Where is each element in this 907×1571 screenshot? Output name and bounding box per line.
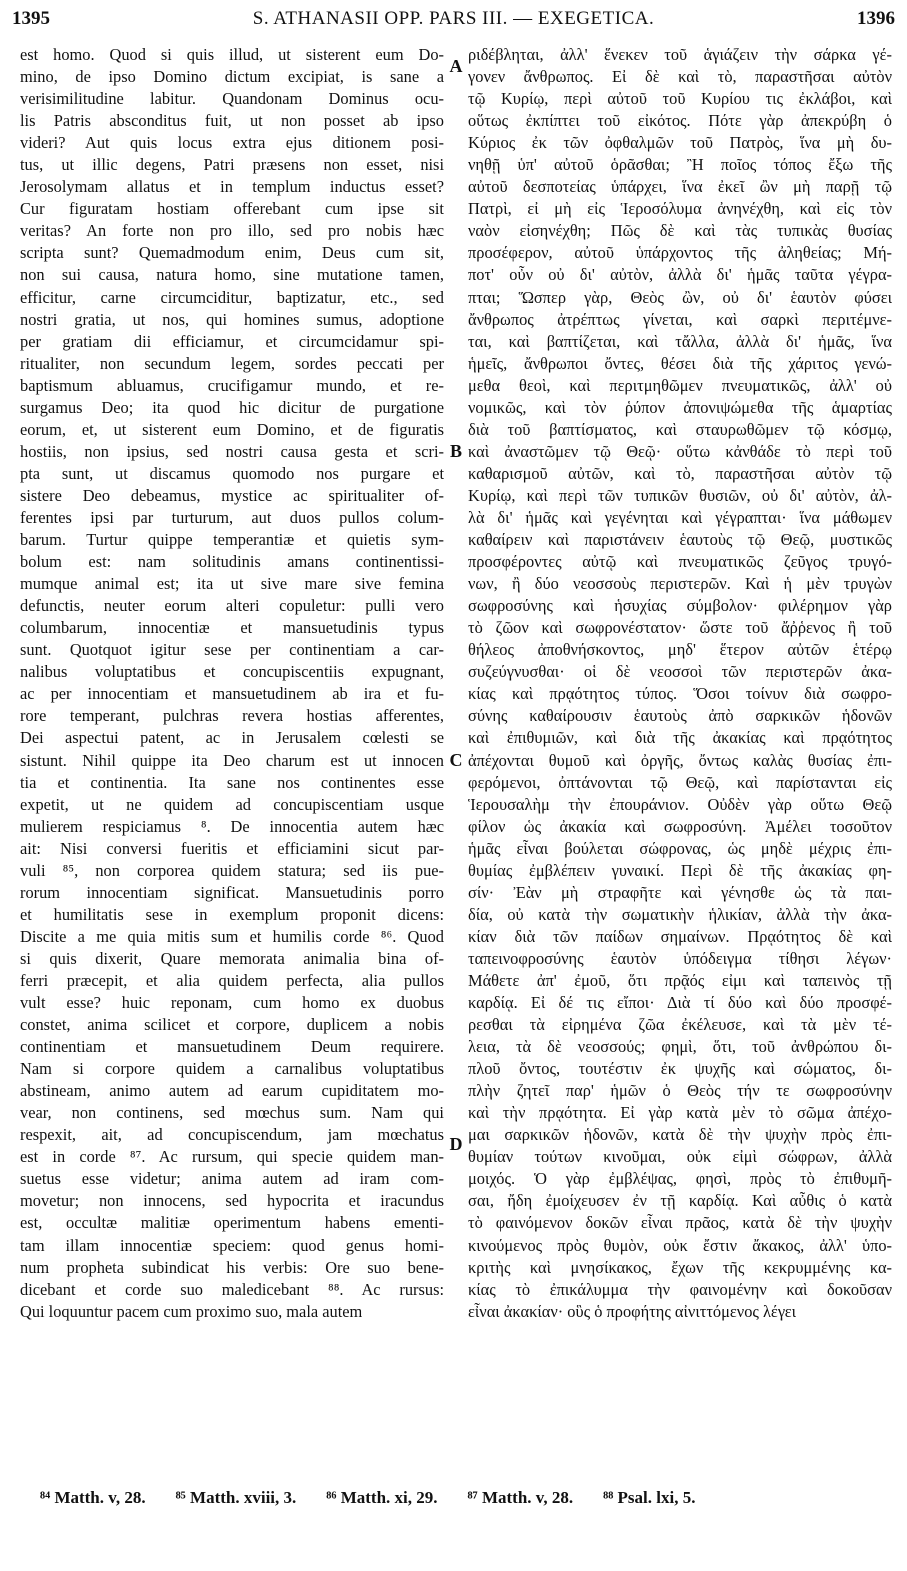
latin-text-line: mulierem respiciamus ⁸. De innocentia autem hæc xyxy=(20,816,444,836)
greek-text-line: δία, οὐ κατὰ τὴν σωματικὴν ἡλικίαν, ἀλλὰ τὴν ἀκα- xyxy=(468,904,892,924)
latin-text-line: ferri præcepit, et alia quidem perfecta, alia pullos xyxy=(20,970,444,990)
latin-text-line: vuli ⁸⁵, non corporea quidem statura; sed iis pue- xyxy=(20,860,444,880)
latin-text-line: respexit, ait, ad concupiscendum, jam mœchatus xyxy=(20,1125,444,1145)
greek-text-line: ἄνθρωπος ἀτρέπτως γίνεται, καὶ σαρκὶ περιτέμνε- xyxy=(468,309,892,329)
running-title: S. ATHANASII OPP. PARS III. — EXEGETICA. xyxy=(252,8,655,29)
greek-text-line: ρεσθαι τὰ εἰρημένα ζῶα ἐκέλευσε, καὶ τὰ μὲν τέ- xyxy=(468,1015,892,1035)
greek-text-line: Μάθετε ἀπ' ἐμοῦ, ὅτι πρᾷός εἰμι καὶ ταπεινὸς τῇ xyxy=(468,970,892,990)
greek-text-line: σαι, ἤδη ἐμοίχευσεν ἐν τῇ καρδίᾳ. Καὶ αὖθις ὁ κατὰ xyxy=(468,1191,892,1211)
greek-text-line: πται; Ὥσπερ γὰρ, Θεὸς ὢν, οὐ δι' ἑαυτὸν φύσει xyxy=(468,287,892,307)
greek-text-line: Πατρὶ, εἰ μὴ εἰς Ἱεροσόλυμα ἀνηνέχθη, καὶ εἰς τὸν xyxy=(468,199,892,219)
latin-text-line: nostri gratia, ut nos, qui homines sumus, adoptione xyxy=(20,309,444,329)
greek-text-line: εἶναι ἀκακίαν· οὓς ὁ προφήτης αἰνιττόμενος λέγει xyxy=(468,1301,797,1321)
margin-marker-b: B xyxy=(449,441,462,461)
latin-text-line: per gratiam dii efficiamur, et circumcidamur spi- xyxy=(20,331,444,351)
footnote: ⁸⁷ Matth. v, 28. xyxy=(467,1488,574,1507)
margin-marker-a: A xyxy=(449,56,463,76)
greek-text-line: πλὴν ζητεῖ παρ' ἡμῶν ὁ Θεὸς τήν τε σωφροσύνην xyxy=(468,1081,892,1101)
latin-text-line: Cur figuratam hostiam offerebant cum ipse sit xyxy=(20,199,444,219)
footnote: ⁸⁵ Matth. xviii, 3. xyxy=(175,1488,297,1507)
greek-text-line: διὰ τοῦ βαπτίσματος, καὶ σταυρωθῶμεν τῷ κόσμῳ, xyxy=(468,419,892,439)
greek-text-line: Ἱερουσαλὴμ τὴν ἐπουράνιον. Οὐδὲν γὰρ οὕτω Θεῷ xyxy=(468,794,892,814)
latin-text-line: Dei aspectui patent, ac in Jerusalem cœlesti se xyxy=(20,728,444,748)
greek-text-line: καθαρισμοῦ αὐτῶν, καὶ τὸ, παραστῆσαι αὐτὸν τῷ xyxy=(468,463,892,483)
greek-text-line: καὶ ἐπιθυμιῶν, καὶ διὰ τῆς ἀκακίας καὶ πρᾳότητος xyxy=(468,728,892,748)
margin-marker-d: D xyxy=(449,1134,463,1154)
margin-marker-c: C xyxy=(449,750,463,770)
greek-text-line: μαι σαρκικῶν ἡδονῶν, κατὰ δὲ τὴν ψυχὴν πρὸς ἐπι- xyxy=(468,1125,892,1145)
greek-text-line: κίαν διὰ τῶν παίδων σημαίνων. Πρᾳότητος δὲ καὶ xyxy=(468,926,892,946)
greek-text-line: ριδέβληται, ἀλλ' ἕνεκεν τοῦ ἁγιάζειν τὴν σάρκα γέ- xyxy=(468,45,892,64)
greek-text-line: ἡμεῖς, ἄνθρωποι ὄντες, θέσει διὰ τῆς χάριτος γενώ- xyxy=(468,353,892,373)
latin-text-line: barum. Turtur quippe temperantiæ et quietis sym- xyxy=(20,530,444,550)
latin-text-line: veritas? An forte non pro illo, sed pro nobis hæc xyxy=(20,221,444,241)
latin-text-line: Nam si corpore quidem a carnalibus voluptatibus xyxy=(20,1059,444,1079)
latin-text-line: mumque animal est; ita ut sive mare sive femina xyxy=(20,574,444,594)
latin-text-line: rorum innocentiam significat. Mansuetudinis porro xyxy=(20,882,444,902)
greek-text-line: θυμίαν τούτων κινοῦμαι, οὐκ εἰμὶ σώφρων, ἀλλὰ xyxy=(468,1147,892,1167)
greek-text-line: ἡμᾶς εἶναι βούλεται σώφρονας, ὡς μηδὲ μέχρις ἐπι- xyxy=(468,838,892,858)
latin-text-line: Jerosolymam allatus et in templum inductus esset? xyxy=(20,177,444,197)
latin-text-line: continentiam et mansuetudinem Deum requirere. xyxy=(20,1037,444,1057)
latin-text-line: ferentes ipsi par turturum, aut duos pullos colum- xyxy=(20,507,444,527)
greek-text-line: σίν· Ἐὰν μὴ στραφῆτε καὶ γένησθε ὡς τὰ παι- xyxy=(468,882,892,902)
latin-text-line: ac per innocentiam et mansuetudinem ab ira et fu- xyxy=(20,684,444,704)
greek-text-line: συζεύγνυσθαι· οἱ δὲ νεοσσοὶ τῶν περιστερῶν ἀκα- xyxy=(468,662,892,682)
latin-text-line: defunctis, neuter eorum alteri copuletur: pulli vero xyxy=(20,596,444,616)
latin-text-line: eorum, et, ut sisterent eum Domino, et de figuratis xyxy=(20,419,444,439)
latin-text-line: suetus esse videtur; anima autem ad iram com- xyxy=(20,1169,444,1189)
greek-text-line: σύνης καθαίρουσιν ἑαυτοὺς ἀπὸ σαρκικῶν ἡδονῶν xyxy=(468,706,892,726)
greek-text-line: μοιχός. Ὁ γὰρ ἐμβλέψας, φησὶ, πρὸς τὸ ἐπιθυμῆ- xyxy=(468,1169,892,1189)
latin-text-line: vear, non continens, sed mœchus sum. Nam qui xyxy=(20,1103,444,1123)
latin-text-line: sistunt. Nihil quippe ita Deo charum est ut innocen xyxy=(20,750,444,770)
latin-text-line: surgamus Deo; ita quod hic dicitur de purgatione xyxy=(20,397,444,417)
latin-text-line: ait: Nisi conversi fueritis et efficiamini sicut par- xyxy=(20,838,444,858)
greek-text-line: φερόμενοι, ὀπτάνονται τῷ Θεῷ, καὶ παρίστανται εἰς xyxy=(468,772,892,792)
latin-text-line: movetur; non innocens, sed hypocrita et iracundus xyxy=(20,1191,444,1211)
greek-text-line: καὶ ἀναστῶμεν τῷ Θεῷ· οὕτω κἀνθάδε τὸ περὶ τοῦ xyxy=(468,441,892,461)
latin-text-line: mino, de ipso Domino dictum excipiat, is sane a xyxy=(20,67,444,87)
latin-text-line: dicebant et corde suo maledicebant ⁸⁸. Ac rursus: xyxy=(20,1279,444,1299)
greek-text-line: καὶ τὴν πρᾳότητα. Εἰ γὰρ κατὰ μὲν τὸ σῶμα ἀπέχο- xyxy=(468,1103,892,1123)
latin-text-line: vult esse? huic reponam, cum homo ex duobus xyxy=(20,993,444,1013)
greek-text-line: κίας καὶ πρᾳότητος τύπος. Ὅσοι τοίνυν διὰ σωφρο- xyxy=(468,684,892,704)
latin-text-line: nalibus voluptatibus et concupiscentiis expugnant, xyxy=(20,662,444,682)
greek-text-line: τὸ ζῶον καὶ σωφρονέστατον· ὥστε τοῦ ἄῤῥενος ἢ τοῦ xyxy=(468,618,892,638)
greek-text-line: θυμίας ἐμβλέπειν γυναικί. Περὶ δὲ τῆς ἀκακίας φη- xyxy=(468,860,892,880)
latin-text-line: scripta sunt? Quemadmodum enim, Deus cum sit, xyxy=(20,243,444,263)
greek-text-line: τῷ Κυρίῳ, περὶ αὐτοῦ τοῦ Κυρίου τις ἐκλάβοι, καὶ xyxy=(468,89,892,109)
page-header xyxy=(12,8,895,38)
greek-text-line: Κύριος ἐκ τῶν ὀφθαλμῶν τοῦ Πατρὸς, ἵνα μὴ δυ- xyxy=(468,133,892,153)
latin-text-line: ritualiter, non secundum legem, sordes peccati per xyxy=(20,353,444,373)
greek-text-line: κινούμενος πρὸς θυμὸν, οὐκ ἔστιν ἄκακος, ἀλλ' ὑπο- xyxy=(468,1235,892,1255)
latin-text-line: sistere Deo debeamus, mystice ac spiritualiter of- xyxy=(20,485,444,505)
greek-text-line: ναὸν εἰσηνέχθη; Πῶς δὲ καὶ τὰς τυπικὰς θυσίας xyxy=(468,221,892,241)
greek-text-line: καρδίᾳ. Εἰ δέ τις εἴποι· Διὰ τί δύο καὶ δύο προσφέ- xyxy=(468,993,892,1013)
greek-text-line: Κυρίῳ, καὶ περὶ τῶν τυπικῶν θυσιῶν, οὐ δι' αὐτὸν, ἀλ- xyxy=(468,485,892,505)
greek-text-line: σωφροσύνης καὶ ἡσυχίας σύμβολον· φιλέρημον γὰρ xyxy=(468,596,892,616)
greek-text-line: αὐτοῦ δεσποτείας ὑπάρχει, ἵνα ἐκεῖ ὢν μὴ παρῇ τῷ xyxy=(468,177,892,197)
greek-text-line: νηθῇ ὑπ' αὐτοῦ ὁρᾶσθαι; Ἢ ποῖος τόπος ἔξω τῆς xyxy=(468,155,892,175)
latin-text-line: rore temperant, pulchras revera hostias afferentes, xyxy=(20,706,444,726)
footnote: ⁸⁶ Matth. xi, 29. xyxy=(326,1488,438,1507)
greek-text-line: ποτ' οὖν οὐ δι' αὐτὸν, ἀλλὰ δι' ἡμᾶς ταῦτα γέγρα- xyxy=(468,265,892,285)
greek-text-line: λὰ δι' ἡμᾶς καὶ γεγένηται καὶ γέγραπται· ἵνα μάθωμεν xyxy=(468,507,892,527)
latin-text-line: videri? Aut quis locus extra ejus ditionem posi- xyxy=(20,133,444,153)
greek-text-line: λεια, τὰ δὲ νεοσσούς; φημὶ, ὅτι, τοῦ ἀνθρώπου δι- xyxy=(468,1037,892,1057)
greek-column xyxy=(468,44,892,1323)
footnotes xyxy=(40,1488,895,1508)
greek-text-line: θήλεος ἀποθνήσκοντος, μηδ' ἕτερον αὐτῶν ἑτέρῳ xyxy=(468,640,892,660)
greek-text-line: νομικῶς, καὶ τὸν ῥύπον ἀπονιψώμεθα τῆς ἁμαρτίας xyxy=(468,397,892,417)
latin-text-line: pta sunt, ut discamus quomodo nos purgare et xyxy=(20,463,444,483)
greek-text-line: οὕτως ἐκπίπτει τοῦ εἰκότος. Πότε γὰρ ἀπεκρύβη ὁ xyxy=(468,111,892,131)
latin-text-line: est in corde ⁸⁷. Ac rursum, qui specie quidem man- xyxy=(20,1147,444,1167)
greek-text-line: προσφέροντες αὐτῷ καὶ πνευματικῶς ζεῦγος τρυγό- xyxy=(468,552,892,572)
greek-text-line: καθαίρειν καὶ παριστάνειν ἑαυτοὺς τῷ Θεῷ, μυστικῶς xyxy=(468,530,892,550)
latin-text-line: abstineam, animo autem ad earum cupiditatem mo- xyxy=(20,1081,444,1101)
latin-text-line: efficitur, carne circumciditur, baptizatur, etc., sed xyxy=(20,287,444,307)
greek-text-line: κίας τὸ ἐπικάλυμμα τὴν φαινομένην καὶ δοκοῦσαν xyxy=(468,1279,892,1299)
latin-text-line: baptismum abluamus, crucifigamur mundo, et re- xyxy=(20,375,444,395)
greek-text-line: νων, ἢ δύο νεοσσοὺς περιστερῶν. Καὶ ἡ μὲν τρυγὼν xyxy=(468,574,892,594)
latin-text-line: verisimilitudine labitur. Quandonam Dominus ocu- xyxy=(20,89,444,109)
latin-column xyxy=(20,44,444,1323)
latin-text-line: columbarum, innocentiæ et mansuetudinis typus xyxy=(20,618,444,638)
latin-text-line: est, occultæ malitiæ operimentum habens ementi- xyxy=(20,1213,444,1233)
latin-text-line: expetit, ut ne quidem ad concupiscentiam usque xyxy=(20,794,444,814)
greek-text-line: ταπεινοφροσύνης ἑαυτὸν ὑπόδειγμα τίθησι λέγων· xyxy=(468,948,892,968)
latin-text-line: Discite a me quia mitis sum et humilis corde ⁸⁶. Quod xyxy=(20,926,444,946)
latin-text-line: num propheta subindicat his verbis: Ore suo bene- xyxy=(20,1257,444,1277)
footnote: ⁸⁸ Psal. lxi, 5. xyxy=(603,1488,696,1507)
latin-text-line: sunt. Quotquot igitur sese per continentiam a car- xyxy=(20,640,444,660)
latin-text-line: non sui causa, natura homo, sine mutatione tamen, xyxy=(20,265,444,285)
latin-text-line: tus, ut illic degens, Patri præsens non esset, nisi xyxy=(20,155,444,175)
latin-text-line: et humilitatis sese in exemplum proponit dicens: xyxy=(20,904,444,924)
latin-text-line: tia et continentia. Ita sane nos continentes esse xyxy=(20,772,444,792)
greek-text-line: ται, καὶ βαπτίζεται, καὶ τἄλλα, ἀλλὰ δι' ἡμᾶς, ἵνα xyxy=(468,331,892,351)
page-number-right: 1396 xyxy=(857,8,895,29)
greek-text-line: φίλον ὡς ἀκακία καὶ σωφροσύνη. Ἀμέλει τοσοῦτον xyxy=(468,816,892,836)
latin-text-line: constet, anima scilicet et corpore, duplicem a nobis xyxy=(20,1015,444,1035)
footnote: ⁸⁴ Matth. v, 28. xyxy=(40,1488,146,1507)
latin-text-line: tam illam innocentiæ speciem: quod genus homi- xyxy=(20,1235,444,1255)
greek-text-line: γονεν ἄνθρωπος. Εἰ δὲ καὶ τὸ, παραστῆσαι αὐτὸν xyxy=(468,67,892,87)
latin-text-line: si quis dixerit, Quare memorata animalia bina of- xyxy=(20,948,444,968)
latin-text-line: bolum est: nam solitudinis amans continentissi- xyxy=(20,552,444,572)
greek-text-line: μεθα θεοὶ, καὶ περιτμηθῶμεν πνευματικῶς, ἀλλ' οὐ xyxy=(468,375,892,395)
greek-text-line: προσέφερον, αὐτοῦ ὑπάρχοντος τῆς ἀληθείας; Μή- xyxy=(468,243,892,263)
latin-text-line: Qui loquuntur pacem cum proximo suo, mala autem xyxy=(20,1301,363,1321)
latin-text-line: hostiis, non ipsius, sed nostri causa gesta et scri- xyxy=(20,441,444,461)
page-number-left: 1395 xyxy=(12,8,50,29)
latin-text-line: est homo. Quod si quis illud, ut sisterent eum Do- xyxy=(20,45,444,64)
greek-text-line: τὸ φαινόμενον δοκῶν εἶναι πρᾶος, κατὰ δὲ τὴν ψυχὴν xyxy=(468,1213,892,1233)
greek-text-line: κριτὴς καὶ μνησίκακος, ἔχων τῆς κεκρυμμένης κα- xyxy=(468,1257,892,1277)
latin-text-line: lis Patris absconditus fuit, ut non posset ab ipso xyxy=(20,111,444,131)
greek-text-line: ἀπέχονται θυμοῦ καὶ ὀργῆς, ὄντως καλὰς θυσίας ἐπι- xyxy=(468,750,892,770)
greek-text-line: πλοῦ ὄντος, τουτέστιν ἐκ ψυχῆς καὶ σώματος, δι- xyxy=(468,1059,892,1079)
